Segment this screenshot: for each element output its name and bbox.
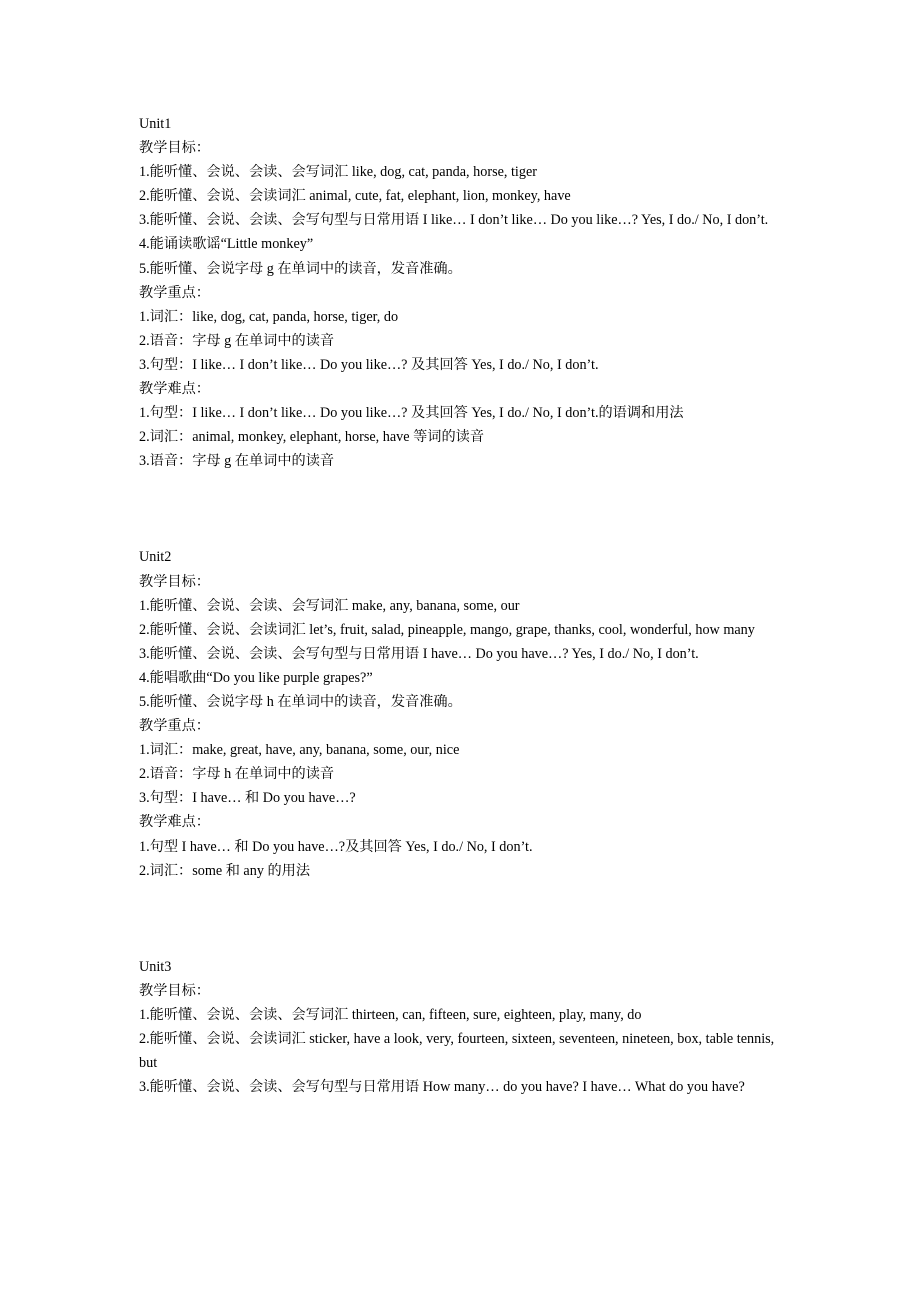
- unit-title: Unit2: [139, 549, 172, 566]
- list-item: 4.能唱歌曲“Do you like purple grapes?”: [139, 669, 373, 686]
- list-item: 2.能听懂、会说、会读词汇 sticker, have a look, very, fourteen, sixteen, seventeen, nineteen, box, table tennis, but: [139, 1031, 775, 1072]
- list-item: 1.能听懂、会说、会读、会写词汇 make, any, banana, some, our: [139, 597, 520, 614]
- section-heading: 教学目标：: [139, 140, 210, 157]
- section-heading: 教学目标：: [139, 982, 210, 999]
- spacer: [139, 883, 789, 955]
- unit-1-section: [139, 112, 789, 473]
- document-body: [139, 112, 789, 1099]
- section-heading: 教学难点：: [139, 381, 210, 398]
- section-heading: 教学重点：: [139, 284, 210, 301]
- list-item: 1.词汇：like, dog, cat, panda, horse, tiger, do: [139, 308, 399, 325]
- unit-2-section: [139, 545, 789, 882]
- list-item: 2.语音：字母 g 在单词中的读音: [139, 332, 335, 349]
- list-item: 3.句型：I have… 和 Do you have…?: [139, 790, 356, 807]
- list-item: 3.能听懂、会说、会读、会写句型与日常用语 How many… do you have? I have… What do you have?: [139, 1079, 745, 1096]
- list-item: 2.能听懂、会说、会读词汇 animal, cute, fat, elephant, lion, monkey, have: [139, 188, 571, 205]
- unit-title: Unit1: [139, 116, 172, 132]
- list-item: 1.能听懂、会说、会读、会写词汇 thirteen, can, fifteen, sure, eighteen, play, many, do: [139, 1006, 642, 1023]
- list-item: 2.能听懂、会说、会读词汇 let’s, fruit, salad, pineapple, mango, grape, thanks, cool, wonderful, how many: [139, 621, 755, 638]
- list-item: 4.能诵读歌谣“Little monkey”: [139, 236, 314, 253]
- section-heading: 教学目标：: [139, 573, 210, 590]
- list-item: 3.句型：I like… I don’t like… Do you like…? 及其回答 Yes, I do./ No, I don’t.: [139, 356, 599, 373]
- list-item: 2.语音：字母 h 在单词中的读音: [139, 766, 335, 783]
- list-item: 1.能听懂、会说、会读、会写词汇 like, dog, cat, panda, horse, tiger: [139, 164, 537, 181]
- section-heading: 教学难点：: [139, 814, 210, 831]
- unit-title: Unit3: [139, 958, 172, 975]
- list-item: 3.能听懂、会说、会读、会写句型与日常用语 I like… I don’t like… Do you like…? Yes, I do./ No, I don’t.: [139, 212, 769, 229]
- list-item: 3.语音：字母 g 在单词中的读音: [139, 453, 335, 470]
- list-item: 1.句型 I have… 和 Do you have…?及其回答 Yes, I do./ No, I don’t.: [139, 838, 533, 855]
- section-heading: 教学重点：: [139, 718, 210, 735]
- list-item: 5.能听懂、会说字母 g 在单词中的读音，发音准确。: [139, 260, 462, 277]
- list-item: 2.词汇：animal, monkey, elephant, horse, have 等词的读音: [139, 429, 485, 446]
- list-item: 5.能听懂、会说字母 h 在单词中的读音，发音准确。: [139, 693, 462, 710]
- list-item: 2.词汇：some 和 any 的用法: [139, 862, 311, 879]
- unit-3-section: [139, 955, 789, 1100]
- spacer: [139, 473, 789, 545]
- list-item: 1.词汇：make, great, have, any, banana, some, our, nice: [139, 742, 460, 759]
- list-item: 1.句型：I like… I don’t like… Do you like…? 及其回答 Yes, I do./ No, I don’t.的语调和用法: [139, 405, 684, 422]
- list-item: 3.能听懂、会说、会读、会写句型与日常用语 I have… Do you have…? Yes, I do./ No, I don’t.: [139, 645, 699, 662]
